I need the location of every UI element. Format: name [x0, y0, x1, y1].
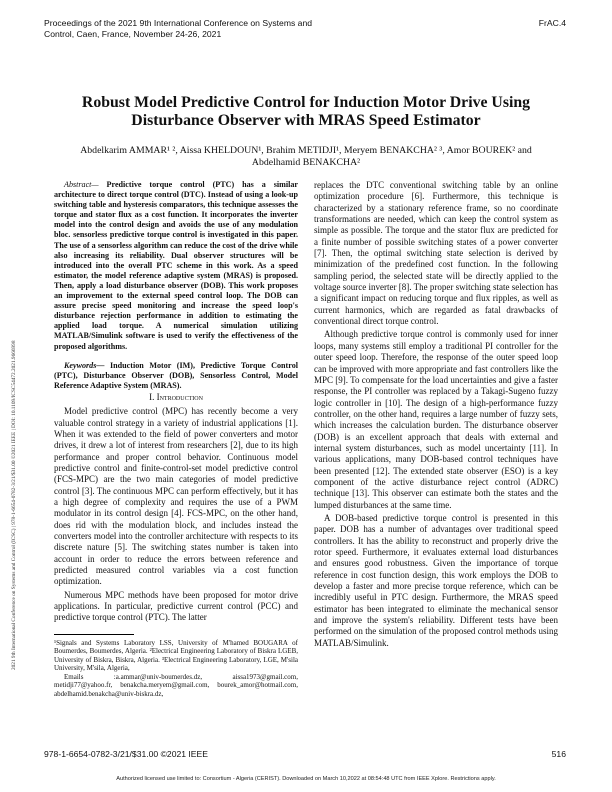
left-column: [54, 180, 298, 698]
intro-paragraph-4: Although predictive torque control is commonly used for inner loops, many systems still employ a traditional PI controller for the outer speed loop. Therefore, the response of the outer speed loop can be improved with more appropriate and fast controllers like the MPC [9]. To compensate for the load uncertainties and give a faster response, the PI controller was replaced by a Takagi-Sugeno fuzzy logic controller in [10]. The design of a high-performance fuzzy controller, on the other hand, requires a large number of fuzzy sets, which increases the calculation burden. The disturbance observer (DOB) is an excellent approach that deals with external and internal system disturbances, such as model uncertainty [11]. In various applications, many DOB-based control techniques have been presented [12]. The extended state observer (ESO) is a key component of the active disturbance reject control (ADRC) technique [13]. This observer can estimate both the states and the lumped disturbances at the same time.: [314, 329, 558, 510]
keywords-text: Induction Motor (IM), Predictive Torque Control (PTC), Disturbance Observer (DOB), Sensorless Control, Model Reference Adaptive System (MRAS).: [54, 360, 298, 390]
conference-header: Proceedings of the 2021 9th International Conference on Systems and Control, Caen, France, November 24-26, 2021: [44, 18, 313, 39]
abstract: [54, 180, 298, 352]
footnote-affiliations: ¹Signals and Systems Laboratory LSS, University of M'hamed BOUGARA of Boumerdes, Boumerdes, Algeria. ²Electrical Engineering Laboratory of Biskra LGEB, University of Biskra, Biskra, Algeria. ³Electrical Engineering Laboratory, LGE, M'sila University, M'sila, Algeria,: [54, 638, 298, 673]
section-heading: I. Introduction: [149, 391, 203, 402]
license-notice: Authorized licensed use limited to: Consortium - Algeria (CERIST). Downloaded on March 10,2022 at 08:54:48 UTC from IEEE Xplore. Restrictions apply.: [116, 776, 496, 782]
footnote-emails: Emails :a.ammar@univ-boumerdes.dz, aissa1973@gmail.com, metidji77@yahoo.fr, benakcha.meryem@gmail.com, bourek_amor@hotmail.com, abdelhamid.benakcha@univ-biskra.dz,: [54, 672, 298, 698]
intro-paragraph-1: Model predictive control (MPC) has recently become a very valuable control strategy in a variety of industrial applications [1]. When it was extended to the field of power converters and motor drives, it drew a lot of interest from researchers [2], due to its high performance and proper control behavior. Continuous model predictive control and finite-control-set model predictive control (FCS-MPC) are the two main categories of model predictive control [3]. The continuous MPC can perform effectively, but it has a high degree of complexity and requires the use of a PWM modulator in its control design [4]. FCS-MPC, on the other hand, does rid with the modulation block, and includes instead the converters model into the controller architecture with respects to its discrete nature [5]. The switching states number is taken into account in order to reduce the errors between reference and predicted measured control variables via a cost function optimization.: [54, 406, 298, 587]
page-number: 516: [551, 749, 566, 759]
intro-paragraph-2: Numerous MPC methods have been proposed for motor drive applications. In particular, predictive current control (PCC) and predictive torque control (PTC). The latter: [54, 589, 298, 623]
intro-paragraph-5: A DOB-based predictive torque control is presented in this paper. DOB has a number of advantages over traditional speed controllers. It has the ability to reconstruct and properly drive the rotor speed. Furthermore, it evaluates external load disturbances and ensures good robustness. Given the importance of torque reference in cost function design, this work employs the DOB to develop a faster and more precise torque reference, which can be incredibly useful in PTC design. Furthermore, the MRAS speed estimator has been integrated to eliminate the mechanical sensor and improve the system's reliability. Different tests have been performed on the simulation of the proposed control methods using MATLAB/Simulink.: [314, 512, 558, 648]
footer-copyright: 978-1-6654-0782-3/21/$31.00 ©2021 IEEE: [44, 749, 209, 759]
keywords-label: Keywords—: [64, 360, 105, 370]
intro-paragraph-3: replaces the DTC conventional switching table by an online optimization procedure [6]. Furthermore, this technique is characterized by a stationary reference frame, so no coordinate transformations are needed, which can keep the control system as simple as possible. The torque and the stator flux are predicted for a finite number of possible switching states of a power converter [7]. Then, the optimal switching state selection is derived by minimization of the predefined cost function. In the following sampling period, the selected state will be directly applied to the voltage source inverter [8]. The proper switching state selection has a significant impact on reducing torque and flux ripples, as well as current harmonics, which are regarded as fatal drawbacks of conventional direct torque control.: [314, 180, 558, 327]
footnotes: [54, 639, 298, 699]
paper-code: FrAC.4: [538, 18, 566, 28]
right-column: [314, 180, 558, 649]
sidebar-doi: [2, 110, 17, 670]
footnote-rule: [54, 634, 134, 635]
author-list: Abdelkarim AMMAR¹ ², Aissa KHELDOUN¹, Brahim METIDJI¹, Meryem BENAKCHA² ³, Amor BOUREK² and Abdelhamid BENAKCHA²: [80, 145, 532, 168]
paper-title: Robust Model Predictive Control for Induction Motor Drive Using Disturbance Observer with MRAS Speed Estimator: [81, 94, 531, 129]
sidebar-doi-text: 2021 9th International Conference on Systems and Control (ICSC) | 978-1-6654-0782-3/21/$31.00 ©2021 IEEE | DOI: 10.1109/ICSC54472.2021.9666998: [11, 340, 17, 670]
abstract-text: Predictive torque control (PTC) has a similar architecture to direct torque control (DTC). Instead of using a look-up switching table and hysteresis comparators, this technique assesses the torque and stator flux as a cost function. It incorporates the inverter model into the control design and avoids the use of any modulation bloc. sensorless predictive torque control is investigated in this paper. The use of a sensorless algorithm can reduce the cost of the drive while also increasing its reliability. Dual observer structures will be introduced into the overall PTC scheme in this work. As a speed estimator, the model reference adaptive system (MRAS) is proposed. Then, apply a load disturbance observer (DOB). This work proposes an improvement to the external speed control loop. The DOB can assure precise speed monitoring and increase the speed loop's disturbance rejection performance in addition to estimating the applied load torque. A numerical simulation utilizing MATLAB/Simulink software is used to verify the effectiveness of the proposed algorithms.: [54, 180, 298, 351]
keywords: [54, 361, 298, 391]
abstract-label: Abstract—: [64, 180, 99, 189]
